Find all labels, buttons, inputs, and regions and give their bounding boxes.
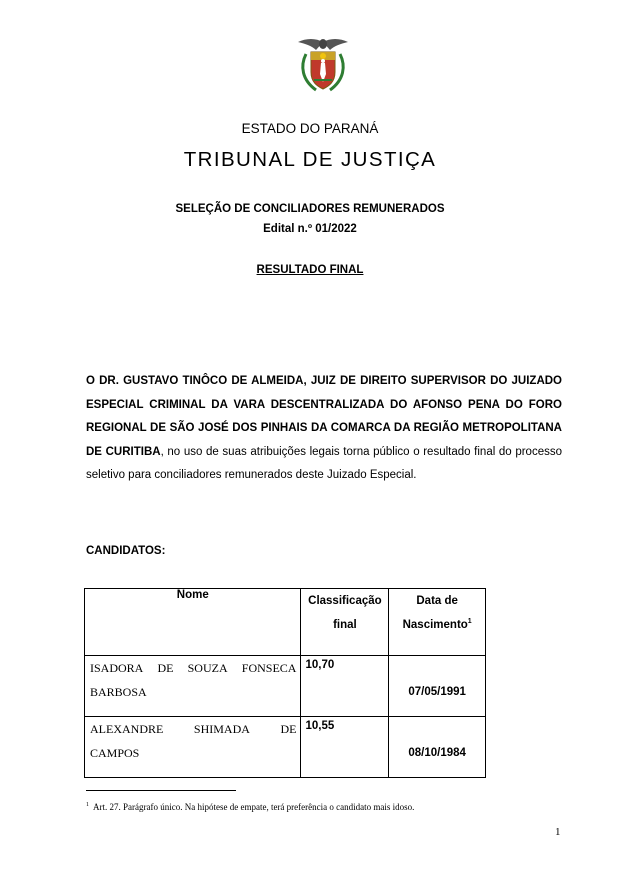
- header-birth-date: [389, 589, 486, 656]
- intro-paragraph: [86, 370, 562, 488]
- header-birth-line2-wrap: [389, 613, 485, 637]
- candidate-name: [85, 656, 301, 717]
- header-name: Nome: [85, 589, 301, 656]
- result-title: RESULTADO FINAL: [256, 264, 364, 276]
- candidates-table: [84, 588, 486, 778]
- table-row: [85, 717, 486, 778]
- court-name: TRIBUNAL DE JUSTIÇA: [183, 148, 437, 171]
- parana-coat-of-arms-icon: [292, 36, 354, 94]
- candidate-score: 10,70: [301, 656, 389, 717]
- selection-title: SELEÇÃO DE CONCILIADORES REMUNERADOS: [175, 203, 445, 215]
- birth-date-value: 08/10/1984: [408, 747, 466, 759]
- header-classification: [301, 589, 389, 656]
- table-row: [85, 656, 486, 717]
- name-word: ISADORA: [90, 661, 144, 675]
- name-word: DE: [280, 722, 297, 736]
- candidate-name-line1: [90, 656, 296, 680]
- name-word: DE: [157, 661, 174, 675]
- footnote-text: Art. 27. Parágrafo único. Na hipótese de empate, terá preferência o candidato mais idoso.: [93, 802, 415, 812]
- candidate-name-line2: BARBOSA: [90, 685, 147, 699]
- header-birth-line2: Nascimento: [402, 619, 468, 631]
- intro-normal-text: , no uso de suas atribuições legais torna público o resultado final do processo seletivo para conciliadores remunerados deste Juizado Especial.: [86, 445, 562, 482]
- candidates-heading: CANDIDATOS:: [86, 545, 166, 557]
- name-word: FONSECA: [241, 661, 297, 675]
- name-word: SHIMADA: [193, 722, 250, 736]
- header-classification-line1: Classificação: [308, 595, 382, 607]
- table-header-row: [85, 589, 486, 656]
- name-word: ALEXANDRE: [90, 722, 164, 736]
- candidate-name-line2: CAMPOS: [90, 746, 140, 760]
- footnote-reference: 1: [467, 618, 472, 626]
- intro-bold-text: O DR. GUSTAVO TINÔCO DE ALMEIDA, JUIZ DE DIREITO SUPERVISOR DO JUIZADO ESPECIAL CRIMINAL DA VARA DESCENTRALIZADA DO AFONSO PENA DO FORO REGIONAL DE SÃO JOSÉ DOS PINHAIS DA COMARCA DA REGIÃO METROPOLITANA DE CURITIBA: [86, 375, 562, 458]
- footnote-divider: [86, 790, 236, 791]
- footnote-mark: 1: [86, 802, 89, 808]
- footnote: [86, 802, 414, 812]
- candidate-birth-date: [389, 717, 486, 778]
- state-name: ESTADO DO PARANÁ: [241, 121, 379, 136]
- candidate-name: [85, 717, 301, 778]
- header-classification-line2: final: [333, 619, 357, 631]
- candidate-score: 10,55: [301, 717, 389, 778]
- edital-number: Edital n.º 01/2022: [263, 223, 357, 235]
- candidate-name-line1: [90, 717, 296, 741]
- birth-date-value: 07/05/1991: [408, 686, 466, 698]
- candidate-birth-date: [389, 656, 486, 717]
- header-birth-line1: Data de: [416, 595, 458, 607]
- name-word: SOUZA: [187, 661, 228, 675]
- page-number: 1: [555, 826, 561, 838]
